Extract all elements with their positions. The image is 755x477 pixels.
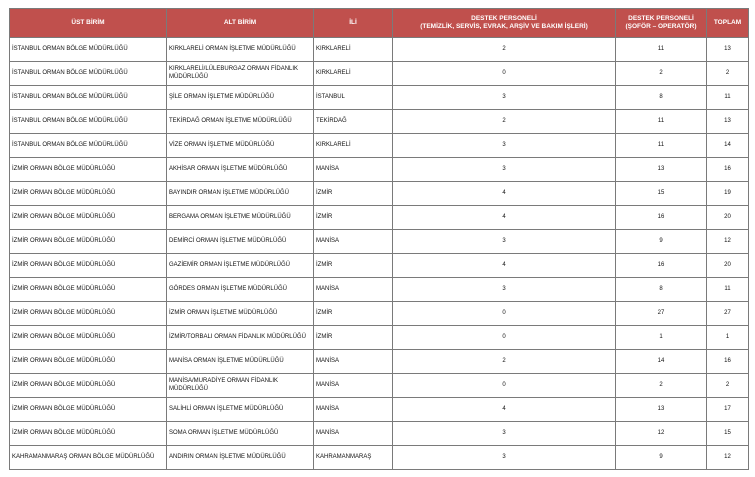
cell-alt-birim: MANİSA/MURADİYE ORMAN FİDANLIK MÜDÜRLÜĞÜ	[167, 374, 314, 398]
header-alt-birim: ALT BİRİM	[167, 9, 314, 38]
cell-ust-birim: İSTANBUL ORMAN BÖLGE MÜDÜRLÜĞÜ	[10, 62, 167, 86]
cell-toplam: 16	[707, 158, 749, 182]
cell-destek-temizlik: 0	[393, 326, 616, 350]
table-row	[10, 254, 749, 278]
table-row	[10, 446, 749, 470]
header-destek-temizlik	[393, 9, 616, 38]
cell-destek-temizlik: 2	[393, 38, 616, 62]
cell-destek-temizlik: 3	[393, 446, 616, 470]
cell-toplam: 11	[707, 278, 749, 302]
cell-ili: MANİSA	[314, 350, 393, 374]
cell-ili: İSTANBUL	[314, 86, 393, 110]
cell-alt-birim: İZMİR ORMAN İŞLETME MÜDÜRLÜĞÜ	[167, 302, 314, 326]
table-row	[10, 230, 749, 254]
header-row	[10, 9, 749, 38]
cell-toplam: 16	[707, 350, 749, 374]
table-row	[10, 302, 749, 326]
cell-alt-birim: BERGAMA ORMAN İŞLETME MÜDÜRLÜĞÜ	[167, 206, 314, 230]
cell-ili: MANİSA	[314, 158, 393, 182]
cell-destek-temizlik: 0	[393, 374, 616, 398]
cell-toplam: 15	[707, 422, 749, 446]
cell-toplam: 19	[707, 182, 749, 206]
cell-destek-temizlik: 3	[393, 86, 616, 110]
cell-alt-birim: ŞİLE ORMAN İŞLETME MÜDÜRLÜĞÜ	[167, 86, 314, 110]
cell-alt-birim: GÖRDES ORMAN İŞLETME MÜDÜRLÜĞÜ	[167, 278, 314, 302]
cell-ust-birim: İZMİR ORMAN BÖLGE MÜDÜRLÜĞÜ	[10, 230, 167, 254]
cell-alt-birim: AKHİSAR ORMAN İŞLETME MÜDÜRLÜĞÜ	[167, 158, 314, 182]
table-row	[10, 182, 749, 206]
table-row	[10, 134, 749, 158]
cell-toplam: 20	[707, 254, 749, 278]
cell-destek-sofor: 2	[616, 62, 707, 86]
table-body	[10, 38, 749, 470]
cell-alt-birim: KIRKLARELİ/LÜLEBURGAZ ORMAN FİDANLIK MÜDÜRLÜĞÜ	[167, 62, 314, 86]
table-row	[10, 278, 749, 302]
cell-destek-sofor: 8	[616, 278, 707, 302]
cell-ili: KAHRAMANMARAŞ	[314, 446, 393, 470]
header-ili: İLİ	[314, 9, 393, 38]
cell-destek-sofor: 2	[616, 374, 707, 398]
cell-destek-temizlik: 3	[393, 134, 616, 158]
cell-ust-birim: İSTANBUL ORMAN BÖLGE MÜDÜRLÜĞÜ	[10, 86, 167, 110]
cell-destek-sofor: 11	[616, 38, 707, 62]
cell-toplam: 12	[707, 230, 749, 254]
cell-destek-sofor: 16	[616, 254, 707, 278]
cell-ili: MANİSA	[314, 278, 393, 302]
cell-ili: İZMİR	[314, 326, 393, 350]
cell-ust-birim: İZMİR ORMAN BÖLGE MÜDÜRLÜĞÜ	[10, 158, 167, 182]
cell-ust-birim: İZMİR ORMAN BÖLGE MÜDÜRLÜĞÜ	[10, 350, 167, 374]
cell-destek-sofor: 11	[616, 134, 707, 158]
table-row	[10, 422, 749, 446]
cell-destek-sofor: 9	[616, 230, 707, 254]
header-ust-birim: ÜST BİRİM	[10, 9, 167, 38]
table-row	[10, 86, 749, 110]
cell-destek-sofor: 9	[616, 446, 707, 470]
cell-ust-birim: İZMİR ORMAN BÖLGE MÜDÜRLÜĞÜ	[10, 398, 167, 422]
cell-destek-sofor: 8	[616, 86, 707, 110]
cell-destek-sofor: 16	[616, 206, 707, 230]
cell-alt-birim: SOMA ORMAN İŞLETME MÜDÜRLÜĞÜ	[167, 422, 314, 446]
cell-alt-birim: ANDIRIN ORMAN İŞLETME MÜDÜRLÜĞÜ	[167, 446, 314, 470]
cell-destek-temizlik: 4	[393, 398, 616, 422]
cell-ust-birim: KAHRAMANMARAŞ ORMAN BÖLGE MÜDÜRLÜĞÜ	[10, 446, 167, 470]
header-destek-sofor-line1: DESTEK PERSONELİ	[628, 15, 694, 22]
cell-ili: MANİSA	[314, 422, 393, 446]
cell-ili: MANİSA	[314, 398, 393, 422]
cell-destek-sofor: 13	[616, 398, 707, 422]
cell-alt-birim: GAZİEMİR ORMAN İŞLETME MÜDÜRLÜĞÜ	[167, 254, 314, 278]
cell-destek-sofor: 27	[616, 302, 707, 326]
cell-ili: İZMİR	[314, 206, 393, 230]
cell-toplam: 1	[707, 326, 749, 350]
table-row	[10, 398, 749, 422]
cell-toplam: 20	[707, 206, 749, 230]
cell-toplam: 12	[707, 446, 749, 470]
cell-destek-temizlik: 2	[393, 350, 616, 374]
cell-ili: İZMİR	[314, 254, 393, 278]
personnel-table-container	[9, 8, 748, 470]
cell-destek-temizlik: 3	[393, 278, 616, 302]
table-row	[10, 110, 749, 134]
cell-alt-birim: BAYINDIR ORMAN İŞLETME MÜDÜRLÜĞÜ	[167, 182, 314, 206]
cell-destek-temizlik: 3	[393, 158, 616, 182]
cell-ili: MANİSA	[314, 230, 393, 254]
cell-destek-sofor: 11	[616, 110, 707, 134]
header-destek-temizlik-line1: DESTEK PERSONELİ	[471, 15, 537, 22]
header-toplam: TOPLAM	[707, 9, 749, 38]
cell-ili: TEKİRDAĞ	[314, 110, 393, 134]
table-row	[10, 374, 749, 398]
table-row	[10, 38, 749, 62]
cell-toplam: 2	[707, 62, 749, 86]
cell-toplam: 27	[707, 302, 749, 326]
cell-toplam: 2	[707, 374, 749, 398]
cell-destek-temizlik: 2	[393, 110, 616, 134]
cell-destek-sofor: 1	[616, 326, 707, 350]
cell-toplam: 13	[707, 110, 749, 134]
cell-toplam: 13	[707, 38, 749, 62]
header-destek-temizlik-line2: (TEMİZLİK, SERVİS, EVRAK, ARŞİV VE BAKIM İŞLERİ)	[420, 23, 588, 30]
cell-ust-birim: İZMİR ORMAN BÖLGE MÜDÜRLÜĞÜ	[10, 254, 167, 278]
cell-toplam: 17	[707, 398, 749, 422]
cell-destek-sofor: 12	[616, 422, 707, 446]
cell-destek-temizlik: 4	[393, 182, 616, 206]
cell-toplam: 11	[707, 86, 749, 110]
cell-ust-birim: İZMİR ORMAN BÖLGE MÜDÜRLÜĞÜ	[10, 278, 167, 302]
cell-ili: İZMİR	[314, 302, 393, 326]
cell-alt-birim: KIRKLARELİ ORMAN İŞLETME MÜDÜRLÜĞÜ	[167, 38, 314, 62]
cell-destek-sofor: 15	[616, 182, 707, 206]
cell-ust-birim: İZMİR ORMAN BÖLGE MÜDÜRLÜĞÜ	[10, 374, 167, 398]
cell-ust-birim: İZMİR ORMAN BÖLGE MÜDÜRLÜĞÜ	[10, 422, 167, 446]
cell-ust-birim: İSTANBUL ORMAN BÖLGE MÜDÜRLÜĞÜ	[10, 134, 167, 158]
cell-ust-birim: İZMİR ORMAN BÖLGE MÜDÜRLÜĞÜ	[10, 206, 167, 230]
cell-ust-birim: İSTANBUL ORMAN BÖLGE MÜDÜRLÜĞÜ	[10, 38, 167, 62]
cell-ust-birim: İZMİR ORMAN BÖLGE MÜDÜRLÜĞÜ	[10, 326, 167, 350]
cell-ust-birim: İZMİR ORMAN BÖLGE MÜDÜRLÜĞÜ	[10, 302, 167, 326]
cell-ust-birim: İSTANBUL ORMAN BÖLGE MÜDÜRLÜĞÜ	[10, 110, 167, 134]
cell-alt-birim: DEMİRCİ ORMAN İŞLETME MÜDÜRLÜĞÜ	[167, 230, 314, 254]
cell-ili: MANİSA	[314, 374, 393, 398]
cell-destek-temizlik: 3	[393, 230, 616, 254]
table-row	[10, 206, 749, 230]
cell-destek-sofor: 14	[616, 350, 707, 374]
cell-alt-birim: İZMİR/TORBALI ORMAN FİDANLIK MÜDÜRLÜĞÜ	[167, 326, 314, 350]
cell-ili: KIRKLARELİ	[314, 38, 393, 62]
cell-destek-temizlik: 0	[393, 302, 616, 326]
header-destek-sofor	[616, 9, 707, 38]
table-row	[10, 158, 749, 182]
cell-ust-birim: İZMİR ORMAN BÖLGE MÜDÜRLÜĞÜ	[10, 182, 167, 206]
cell-ili: KIRKLARELİ	[314, 134, 393, 158]
cell-ili: İZMİR	[314, 182, 393, 206]
personnel-table	[9, 8, 749, 470]
cell-alt-birim: TEKİRDAĞ ORMAN İŞLETME MÜDÜRLÜĞÜ	[167, 110, 314, 134]
cell-destek-temizlik: 4	[393, 254, 616, 278]
cell-toplam: 14	[707, 134, 749, 158]
header-destek-sofor-line2: (ŞOFÖR – OPERATÖR)	[625, 23, 697, 30]
table-header	[10, 9, 749, 38]
cell-destek-temizlik: 3	[393, 422, 616, 446]
cell-destek-sofor: 13	[616, 158, 707, 182]
cell-destek-temizlik: 4	[393, 206, 616, 230]
table-row	[10, 350, 749, 374]
table-row	[10, 62, 749, 86]
table-row	[10, 326, 749, 350]
cell-ili: KIRKLARELİ	[314, 62, 393, 86]
cell-alt-birim: MANİSA ORMAN İŞLETME MÜDÜRLÜĞÜ	[167, 350, 314, 374]
cell-alt-birim: VİZE ORMAN İŞLETME MÜDÜRLÜĞÜ	[167, 134, 314, 158]
cell-alt-birim: SALİHLİ ORMAN İŞLETME MÜDÜRLÜĞÜ	[167, 398, 314, 422]
cell-destek-temizlik: 0	[393, 62, 616, 86]
